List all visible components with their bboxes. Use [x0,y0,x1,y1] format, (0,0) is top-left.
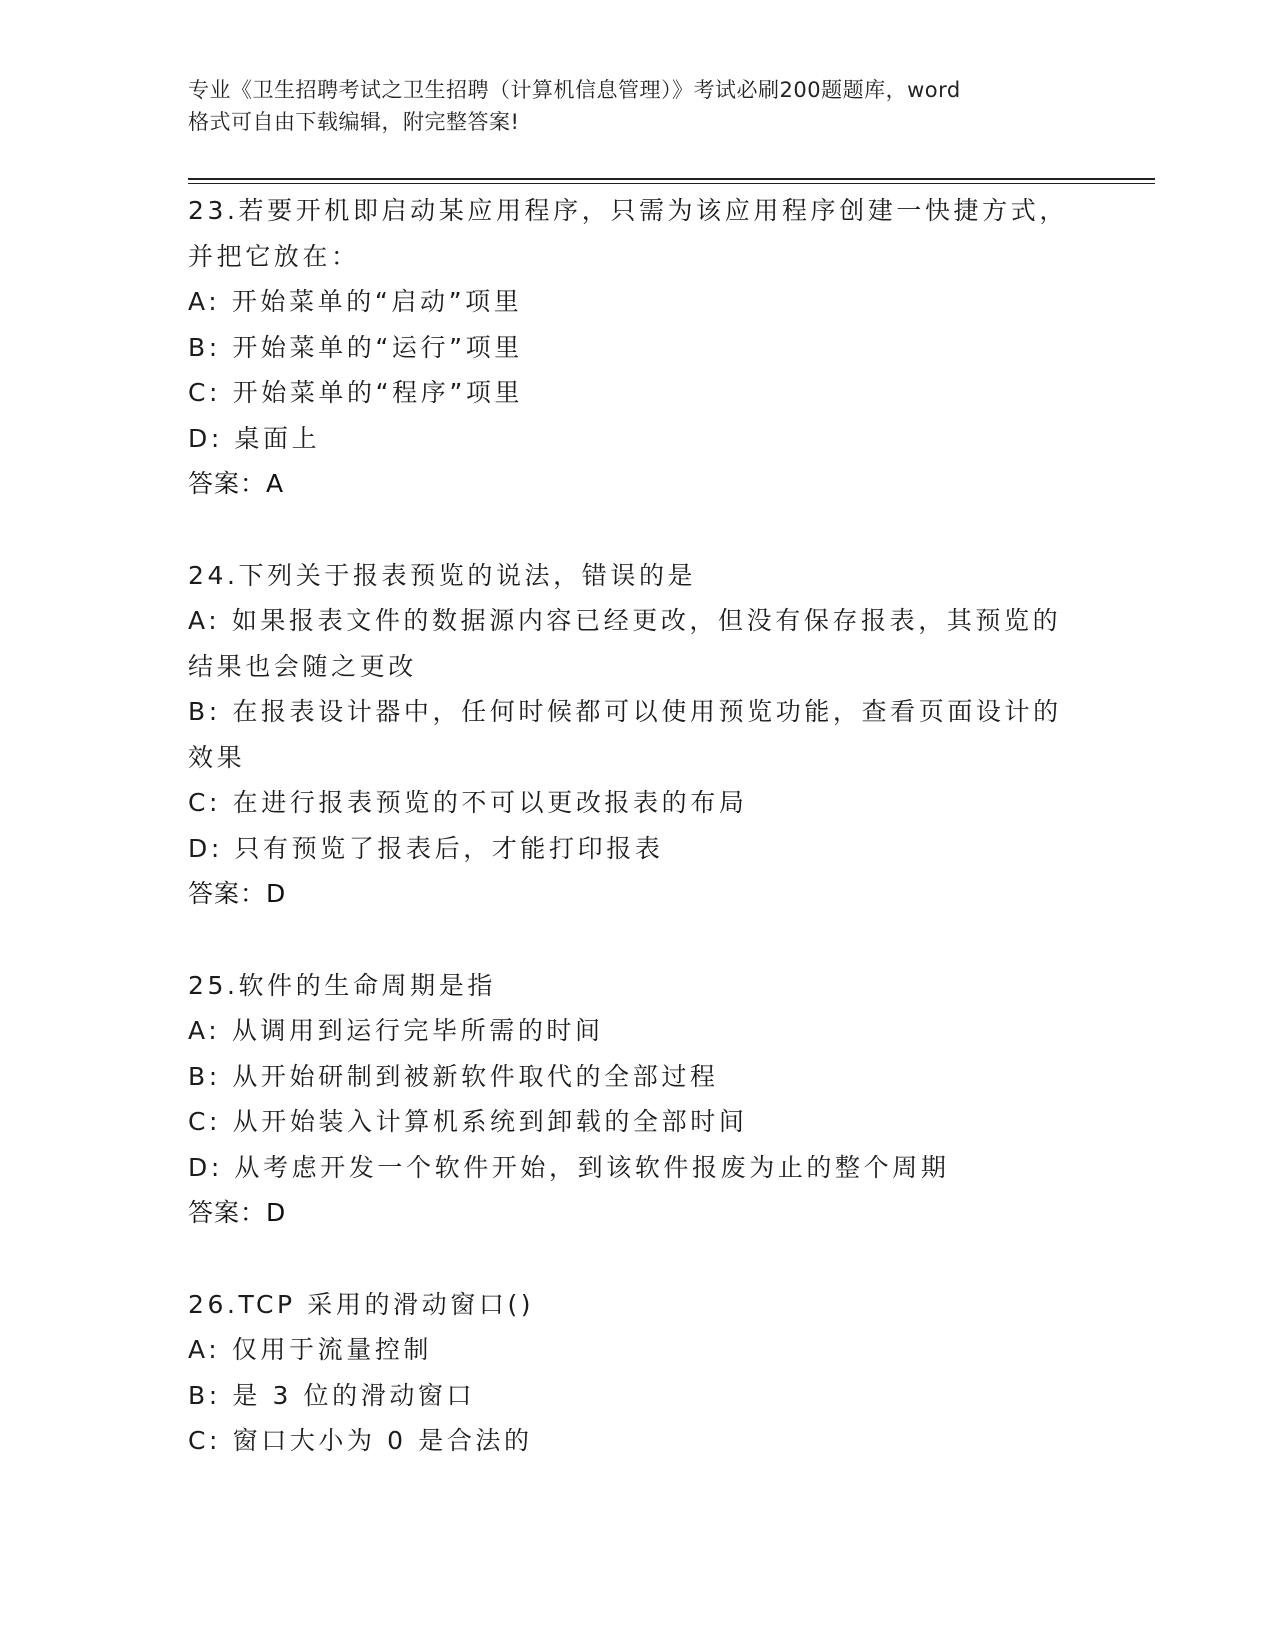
answer-option: C: 在进行报表预览的不可以更改报表的布局 [188,788,748,817]
correct-answer: 答案：A [188,469,285,498]
answer-option: C: 窗口大小为 0 是合法的 [188,1426,533,1455]
answer-option: C: 开始菜单的“程序”项里 [188,378,524,407]
correct-answer: 答案：D [188,879,287,908]
answer-option: A: 仅用于流量控制 [188,1335,433,1364]
answer-option: B: 从开始研制到被新软件取代的全部过程 [188,1061,719,1091]
header-line-2: 格式可自由下载编辑，附完整答案! [188,110,520,134]
question-stem: 并把它放在： [188,241,360,271]
header-divider-thin [188,183,1155,184]
answer-option: A: 开始菜单的“启动”项里 [188,287,523,316]
answer-option: A: 从调用到运行完毕所需的时间 [188,1016,604,1045]
question-block [188,553,1088,917]
answer-option: D: 只有预览了报表后，才能打印报表 [188,833,664,863]
header-line-1: 专业《卫生招聘考试之卫生招聘（计算机信息管理）》考试必刷200题题库，word [188,78,961,102]
answer-option: A: 如果报表文件的数据源内容已经更改，但没有保存报表，其预览的 [188,606,1062,635]
question-block [188,1282,1088,1464]
question-stem: 24.下列关于报表预览的说法，错误的是 [188,560,697,590]
answer-option: B: 在报表设计器中，任何时候都可以使用预览功能，查看页面设计的 [188,697,1062,726]
answer-option: D: 桌面上 [188,423,321,453]
answer-option: 结果也会随之更改 [188,651,417,681]
question-block [188,963,1088,1236]
question-list [188,188,1088,1510]
question-stem: 26.TCP 采用的滑动窗口() [188,1289,535,1319]
answer-option: B: 开始菜单的“运行”项里 [188,332,523,362]
answer-option: B: 是 3 位的滑动窗口 [188,1380,476,1410]
question-block [188,188,1088,507]
question-stem: 23.若要开机即启动某应用程序，只需为该应用程序创建一快捷方式， [188,196,1068,225]
correct-answer: 答案：D [188,1198,287,1227]
header-divider-thick [188,178,1155,180]
answer-option: D: 从考虑开发一个软件开始，到该软件报废为止的整个周期 [188,1152,950,1182]
document-header [188,74,1088,138]
question-stem: 25.软件的生命周期是指 [188,970,496,1000]
answer-option: C: 从开始装入计算机系统到卸载的全部时间 [188,1107,748,1136]
answer-option: 效果 [188,742,246,772]
